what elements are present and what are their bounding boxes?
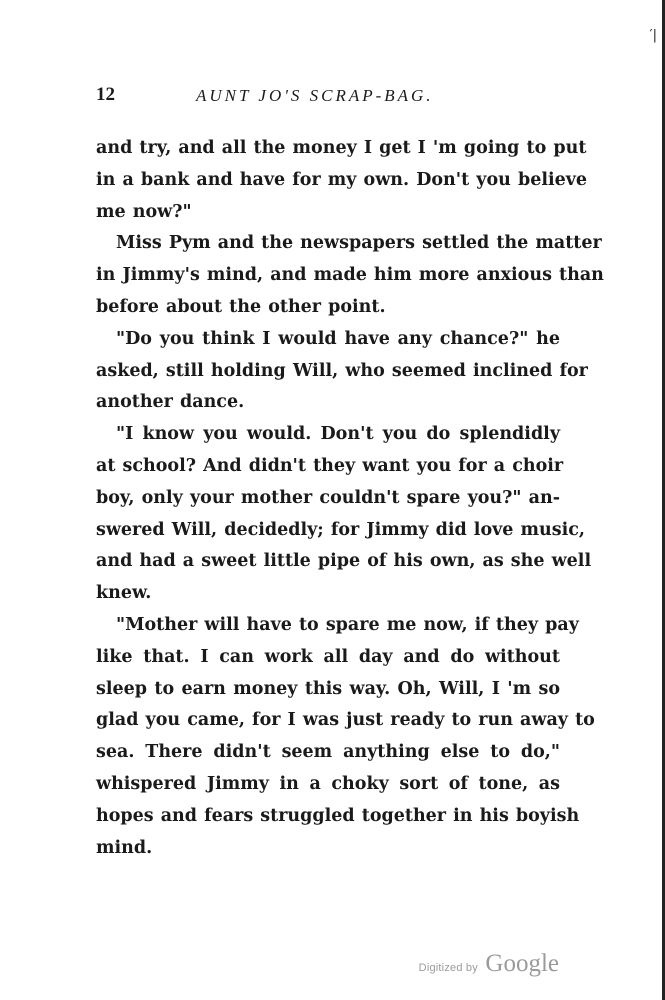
text-line: and had a sweet little pipe of his own, as she well [96, 551, 592, 572]
text-line: like that. I can work all day and do without [96, 646, 560, 667]
text-line: in Jimmy's mind, and made him more anxious than [96, 265, 604, 286]
text-line: asked, still holding Will, who seemed inclined for [96, 360, 588, 381]
digitized-by-google-watermark [419, 950, 559, 978]
text-line: another dance. [96, 392, 245, 413]
text-line: before about the other point. [96, 296, 386, 317]
text-line: "I know you would. Don't you do splendidly [116, 424, 560, 445]
watermark-prefix: Digitized by [418, 962, 478, 974]
body-text [96, 133, 604, 864]
text-line: hopes and fears struggled together in his boyish [96, 805, 580, 826]
text-line: mind. [96, 837, 153, 858]
text-line: "Mother will have to spare me now, if they pay [116, 614, 579, 635]
google-logo: Google [485, 950, 559, 977]
page-number: 12 [96, 84, 115, 105]
text-line: boy, only your mother couldn't spare you?" an- [96, 487, 560, 508]
text-line: Miss Pym and the newspapers settled the matter [116, 233, 602, 254]
text-line: me now?" [96, 201, 192, 222]
text-line: at school? And didn't they want you for a choir [96, 455, 564, 476]
running-header [96, 84, 560, 110]
running-title: AUNT JO'S SCRAP-BAG. [196, 86, 434, 105]
margin-mark: ′| [649, 28, 657, 43]
text-line: "Do you think I would have any chance?" he [116, 328, 560, 349]
text-line: sea. There didn't seem anything else to do," [96, 742, 560, 763]
text-line: whispered Jimmy in a choky sort of tone, as [96, 773, 560, 794]
text-line: swered Will, decidedly; for Jimmy did love music, [96, 519, 586, 540]
text-line: glad you came, for I was just ready to run away to [96, 710, 595, 731]
text-line: and try, and all the money I get I 'm going to put [96, 138, 587, 158]
text-line: in a bank and have for my own. Don't you believe [96, 169, 588, 190]
text-line: sleep to earn money this way. Oh, Will, I 'm so [96, 678, 560, 699]
text-line: knew. [96, 583, 152, 604]
